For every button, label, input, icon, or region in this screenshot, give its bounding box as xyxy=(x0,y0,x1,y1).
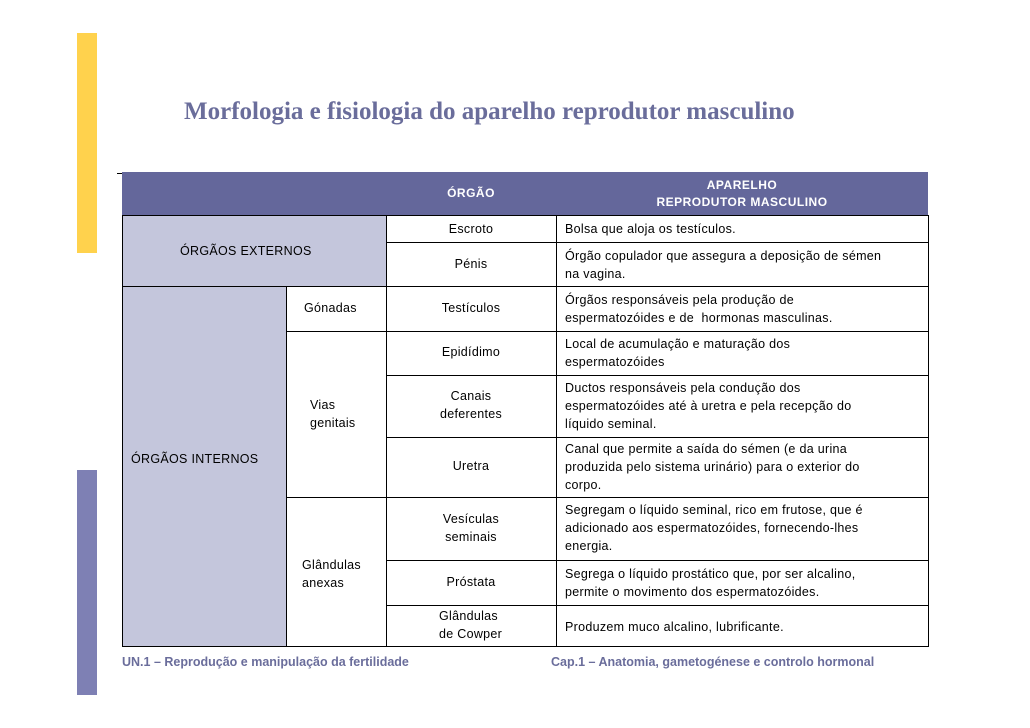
header-system-line2: REPRODUTOR MASCULINO xyxy=(656,194,828,209)
organ-name: Próstata xyxy=(446,575,496,589)
footer-left: UN.1 – Reprodução e manipulação da fertilidade xyxy=(122,655,409,669)
organ-description: Ductos responsáveis pela condução dos espermatozóides até à uretra e pela recepção do líquido seminal. xyxy=(565,381,852,431)
organ-description: Local de acumulação e maturação dos espermatozóides xyxy=(565,337,791,369)
group-vias-genitais: Vias genitais xyxy=(310,398,356,430)
subgroup-area xyxy=(286,286,386,646)
external-organs-label: ÓRGÃOS EXTERNOS xyxy=(180,244,312,258)
organ-description: Bolsa que aloja os testículos. xyxy=(565,222,736,236)
organ-name: Pénis xyxy=(454,257,488,271)
organ-description: Segrega o líquido prostático que, por ser alcalino, permite o movimento dos espermatozóides. xyxy=(565,567,856,599)
organ-description: Órgãos responsáveis pela produção de espermatozóides e de hormonas masculinas. xyxy=(565,293,833,325)
header-system xyxy=(556,172,928,215)
organ-name: Vesículas seminais xyxy=(442,512,500,544)
organ-description: Órgão copulador que assegura a deposição de sémen na vagina. xyxy=(565,249,882,281)
organ-name: Escroto xyxy=(448,222,494,236)
organ-description: Produzem muco alcalino, lubrificante. xyxy=(565,620,784,634)
group-gonadas: Gónadas xyxy=(304,301,357,315)
organ-name: Canais deferentes xyxy=(439,389,503,421)
stripe-yellow xyxy=(77,33,97,253)
organ-description: Canal que permite a saída do sémen (e da urina produzida pelo sistema urinário) para o exterior do corpo. xyxy=(565,442,860,492)
header-category-cell xyxy=(122,172,386,215)
header-organ: ÓRGÃO xyxy=(386,172,556,215)
stripe-purple xyxy=(77,470,97,695)
organ-description: Segregam o líquido seminal, rico em frutose, que é adicionado aos espermatozóides, fornecendo-lhes energia. xyxy=(565,503,863,553)
slide-title: Morfologia e fisiologia do aparelho reprodutor masculino xyxy=(184,98,795,125)
organ-name: Epidídimo xyxy=(441,345,501,359)
internal-organs-label: ÓRGÃOS INTERNOS xyxy=(131,452,259,466)
organ-name: Glândulas de Cowper xyxy=(439,609,503,641)
organ-name: Testículos xyxy=(441,301,501,315)
group-glandulas-anexas: Glândulas anexas xyxy=(302,558,361,590)
organ-name: Uretra xyxy=(452,459,490,473)
header-system-line1: APARELHO xyxy=(706,177,778,192)
footer-right: Cap.1 – Anatomia, gametogénese e controlo hormonal xyxy=(551,655,875,669)
